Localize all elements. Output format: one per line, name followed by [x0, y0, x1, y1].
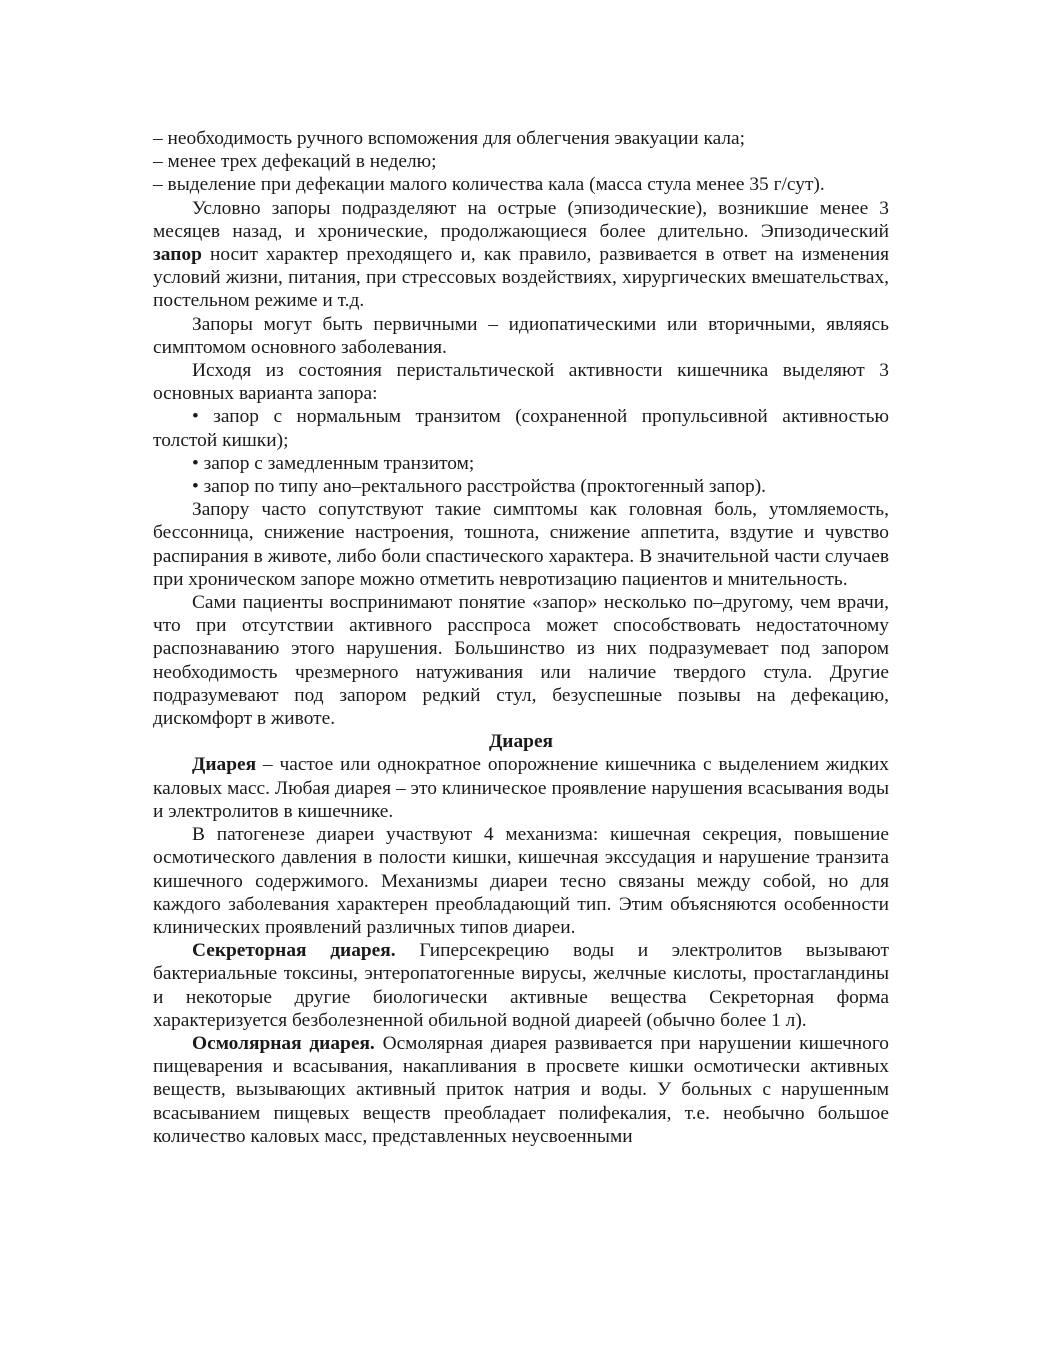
bold-term: запор — [153, 244, 202, 266]
bullet-item: • запор с нормальным транзитом (сохраненной пропульсивной активностью толстой кишки); — [153, 406, 889, 451]
paragraph-text: носит характер преходящего и, как правило, развивается в ответ на изменения условий жизни, питания, при стрессовых воздействиях, хирургических вмешательствах, постельном режиме и т.д. — [153, 244, 889, 312]
paragraph-osmolar — [153, 1032, 889, 1148]
criteria-line: – выделение при дефекации малого количества кала (масса стула менее 35 г/сут). — [153, 174, 825, 196]
paragraph-constipation-types — [153, 197, 889, 313]
bold-term: Осмолярная диарея. — [192, 1032, 375, 1054]
paragraph-text: Гиперсекрецию воды и электролитов вызывают бактериальные токсины, энтеропатогенные вирусы, желчные кислоты, простагландины и некоторые другие биологически активные вещества Секреторная форма характеризуется безболезненной обильной водной диареей (обычно более 1 л). — [153, 940, 889, 1031]
paragraph-variants-intro: Исходя из состояния перистальтической активности кишечника выделяют 3 основных варианта запора: — [153, 360, 889, 405]
paragraph-text: Осмолярная диарея развивается при нарушении кишечного пищеварения и всасывания, накапливания в просвете кишки осмотически активных веществ, вызывающих активный приток натрия и воды. У больных с нарушенным всасыванием пищевых веществ преобладает полифекалия, т.е. необычно большое количество каловых масс, представленных неусвоенными — [153, 1032, 889, 1147]
paragraph-pathogenesis: В патогенезе диареи участвуют 4 механизма: кишечная секреция, повышение осмотического давления в полости кишки, кишечная экссудация и нарушение транзита кишечного содержимого. Механизмы диареи тесно связаны между собой, но для каждого заболевания характерен преобладающий тип. Этим объясняются особенности клинических проявлений различных типов диареи. — [153, 824, 889, 938]
bullet-item: • запор с замедленным транзитом; — [192, 452, 475, 474]
bullet-item: • запор по типу ано–ректального расстройства (проктогенный запор). — [192, 476, 767, 498]
section-heading: Диарея — [488, 731, 554, 753]
bold-term: Диарея — [192, 754, 257, 776]
bold-term: Секреторная диарея. — [192, 940, 396, 962]
paragraph-diarrhea-definition — [153, 753, 889, 823]
paragraph-primary-secondary: Запоры могут быть первичными – идиопатическими или вторичными, являясь симптомом основного заболевания. — [153, 313, 889, 358]
criteria-line: – необходимость ручного вспоможения для облегчения эвакуации кала; — [153, 128, 746, 149]
paragraph-symptoms: Запору часто сопутствуют такие симптомы как головная боль, утомляемость, бессонница, снижение настроения, тошнота, снижение аппетита, вздутие и чувство распирания в животе, либо боли спастического характера. В значительной части случаев при хроническом запоре можно отметить невротизацию пациентов и мнительность. — [153, 499, 889, 590]
paragraph-secretory — [153, 939, 889, 1032]
document-page — [153, 127, 889, 1148]
paragraph-text: – частое или однократное опорожнение кишечника с выделением жидких каловых масс. Любая диарея – это клиническое проявление нарушения всасывания воды и электролитов в кишечнике. — [153, 754, 889, 822]
paragraph-text: Условно запоры подразделяют на острые (эпизодические), возникшие менее 3 месяцев назад, и хронические, продолжающиеся более длительно. Эпизодический — [153, 197, 889, 242]
criteria-line: – менее трех дефекаций в неделю; — [153, 151, 437, 173]
paragraph-patient-perception: Сами пациенты воспринимают понятие «запор» несколько по–другому, чем врачи, что при отсутствии активного расспроса может способствовать недостаточному распознаванию этого нарушения. Большинство из них подразумевает под запором необходимость чрезмерного натуживания или наличие твердого стула. Другие подразумевают под запором редкий стул, безуспешные позывы на дефекацию, дискомфорт в животе. — [153, 592, 889, 730]
